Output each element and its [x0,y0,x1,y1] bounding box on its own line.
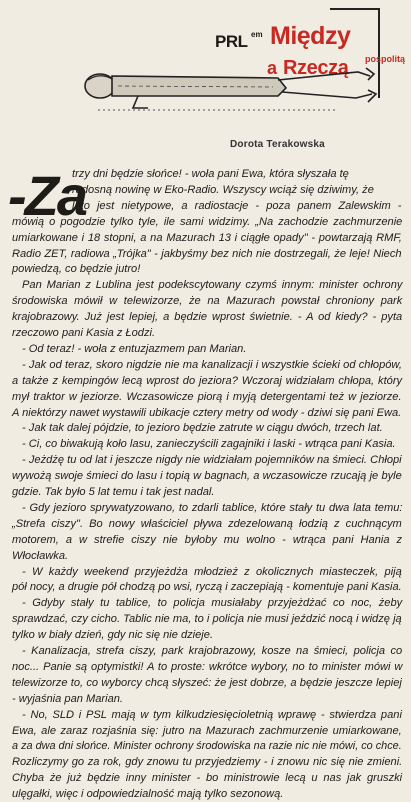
article-line: Ewa, ale zaraz rozjaśnia się: jutro na Mazurach zachmurzenie umiarkowane, [12,724,402,737]
article-line: - No, SLD i PSL mają w tym kilkudziesięcioletnią wprawę - stwierdza pani [22,708,402,721]
article-line: - Jak tak dalej pójdzie, to jezioro będzie zatrute w ciągu dwóch, trzech lat. [22,422,383,435]
article-line: sprawdzać, czy cicho. Tablic nie ma, to i policja nie musi jeździć nocą i widzę ją [12,613,402,626]
article-line: A niektórzy nawet wystawili ubikacje cztery metry od wody - dziwi się pani Ewa. [12,406,402,419]
article-line: lato jest nietypowe, a radiostacje - poza panem Zalewskim - [72,199,402,212]
header-miedzy: Między [270,22,351,50]
header-prl: PRL [215,32,248,51]
article-line: środowiska mówił w telewizorze, że na Mazurach powstał chroniony park [12,295,403,308]
article-line: „Strefa ciszy". Bo nowy właściciel pływa zdezelowaną łodzią z cuchnącym [12,517,402,530]
article-line: gdzie. Tak było 5 lat temu i tak jest nadal. [12,486,215,498]
header-rzecza: Rzeczą [283,57,349,79]
article-line: Włocławka. [12,549,69,562]
article-line: wywożą swoje śmieci do lasu i topią w bagnach, a wczasowicze rzucają je byle [12,470,402,483]
article-line: - Kanalizacja, strefa ciszy, park krajobrazowy, kosze na śmieci, policja co [22,645,403,657]
drop-cap: -Za [8,164,86,227]
article-line: - Jak od teraz, skoro nigdzie nie ma kanalizacji i wszystkie ścieki od chłopów, [22,358,402,371]
article-line: powiedzą, co będzie jutro! [12,263,141,276]
header-a: a [267,58,278,78]
article-line: tylko w biały dzień, gdy nic się nie dzieje. [12,629,214,642]
article-line: telewizorze to, co wyborcy chcą słyszeć: że jest dobrze, a będzie jeszcze lepiej [12,676,402,689]
article-line: Chyba że już będzie inny minister - bo ministrowie lecą u nas jak gruszki [12,772,403,785]
article-line: - Jeżdżę tu od lat i jeszcze nigdy nie widziałam pojemników na śmieci. Chłopi [22,454,402,467]
article-line: mył traktor w jeziorze. Wczasowicze piorą i myją detergentami też w jeziorze. [12,390,402,403]
article-line: a za dwa dni słońce. Minister ochrony środowiska na razie nic nie mówi, co chce. [12,740,402,753]
article-line: - W każdy weekend przyjeżdża młodzież z okolicznych miasteczek, piją [22,565,402,578]
article-line: - Gdy jezioro sprywatyzowano, to zdarli tablice, które stały tu dwa lata temu: [22,501,403,514]
article-line: Rozliczymy go za rok, gdy znowu tu przyjedziemy - i znowu nic się nie zmieni. [12,756,403,769]
header-rule-horizontal [330,8,378,10]
article-line: mówią o pogodzie tylko tyle, ile sami widzimy. „Na zachodzie zachmurzenie [12,215,403,228]
author-name: Dorota Terakowska [230,139,325,150]
article-line: trzy dni będzie słońce! - woła pani Ewa, która słyszała tę [72,168,349,180]
article-line: krajobrazowy. Już jest lepiej, a będzie wprost świetnie. - A od kiedy? - pyta [12,311,403,324]
article-line: Radio ZET, radiowa „Trójka" - jakbyśmy bez nich nie dostrzegali, że leje! Niech [12,247,402,260]
article-line: - wyjaśnia pan Marian. [12,692,123,705]
article-line: a także z kempingów lecą wprost do jeziora? Wczoraj widziałam chłopa, który [12,374,403,387]
article-line: umiarkowane i 18 stopni, a na Mazurach 13 i ciągłe opady" - powtarzają RMF, [12,231,402,244]
article-line: radosną nowinę w Eko-Radio. Wszyscy wciąż się dziwimy, że [72,183,374,196]
header-em: em [251,30,263,39]
article-line: pół nocy, a drugie pół chodzą po wsi, ryczą i zaczepiają - komentuje pani Kasia. [12,581,402,594]
article-line: ulęgałki, więc i odpowiedzialność mają tylko sezonową. [12,788,284,801]
article-line: rzeczowo pani Kasia z Łodzi. [12,327,156,339]
article-line: noc... Panie są optymistki! A to proste: wkrótce wybory, no to minister mówi w [12,660,403,673]
header-pospolita: pospolitą [365,54,405,64]
article-line: Pan Marian z Lublina jest podekscytowany czymś innym: minister ochrony [22,279,403,292]
article-line: motorem, a w strefie ciszy nie byłoby mu wolno - wtrąca pani Hania z [12,533,403,546]
article-line: - Ci, co biwakują koło lasu, zanieczyścili zagajniki i laski - wtrąca pani Kasia. [22,438,396,451]
article-line: - Gdyby stały tu tablice, to policja musiałaby przyjeżdżać co noc, żeby [22,597,403,610]
article-line: - Od teraz! - woła z entuzjazmem pan Marian. [22,342,247,355]
reclining-figure-illustration [78,62,378,114]
